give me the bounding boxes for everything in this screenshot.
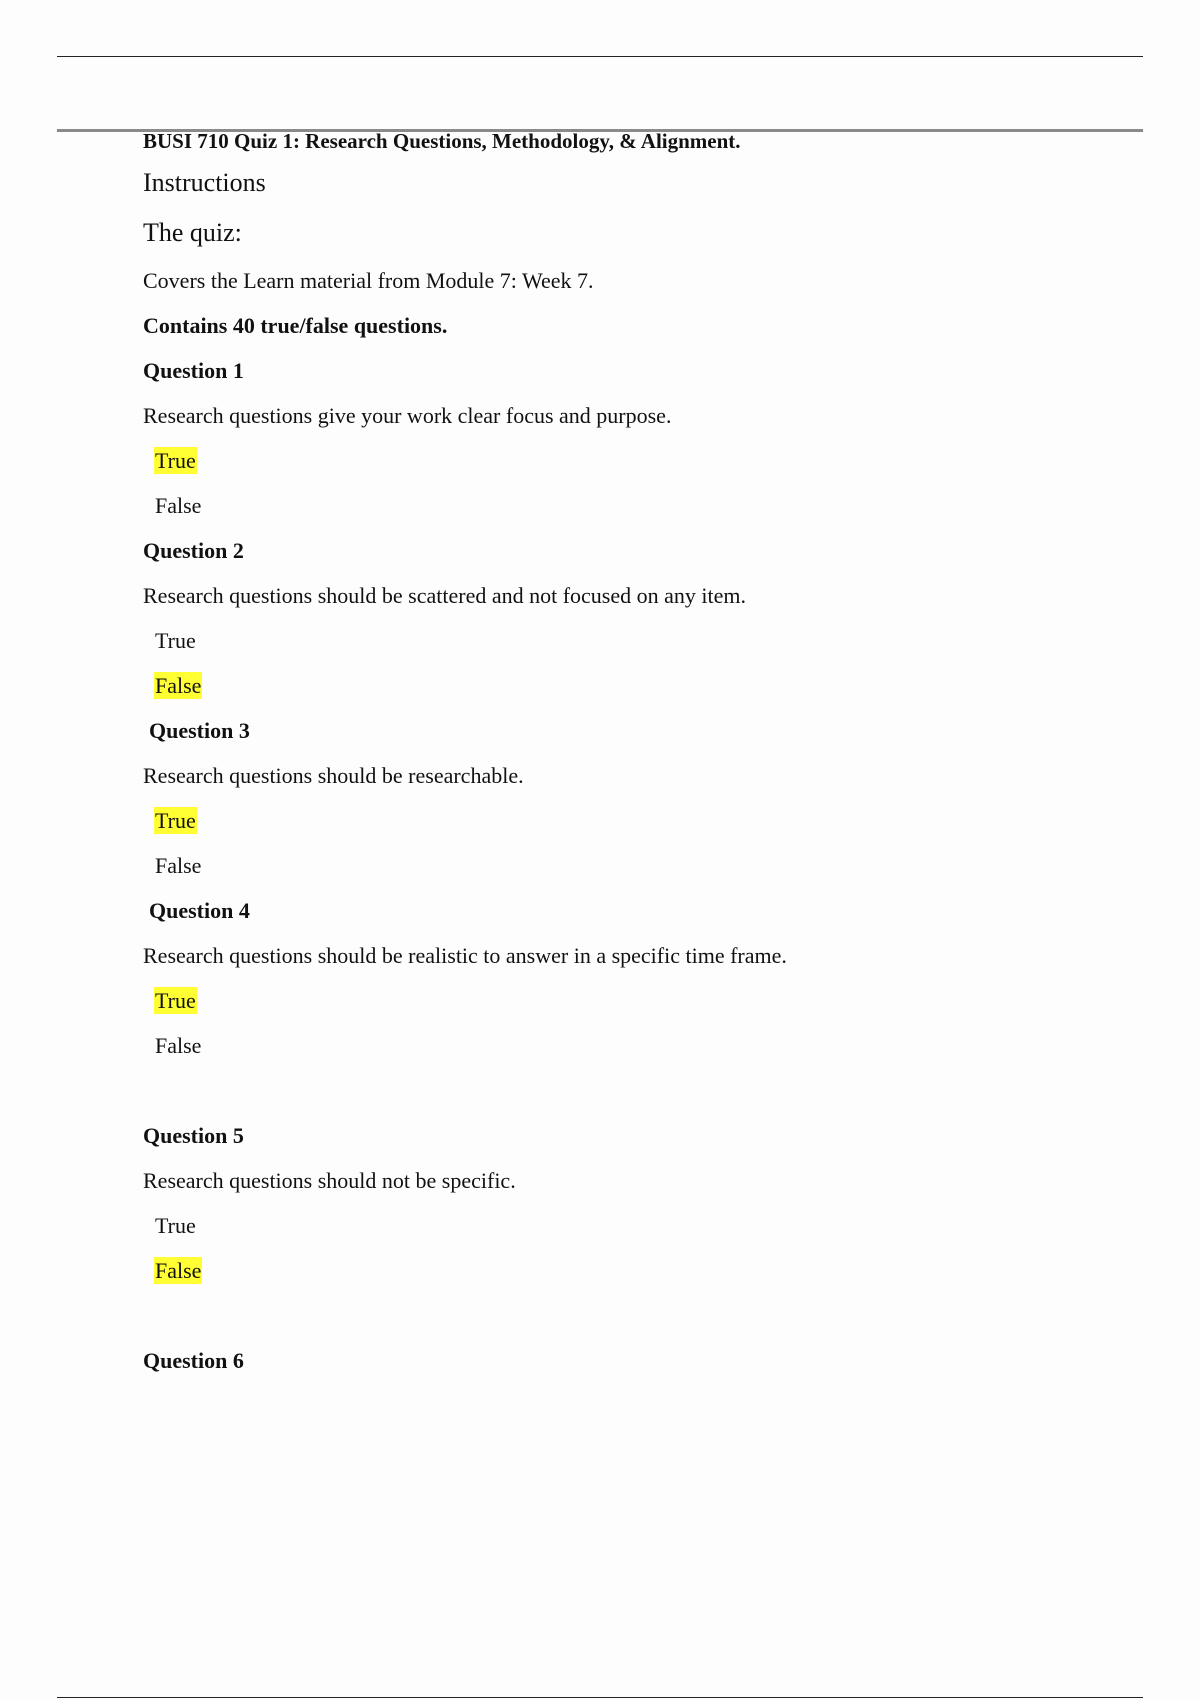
spacer (143, 1293, 1143, 1338)
question-label: Question 5 (143, 1123, 244, 1148)
answer-option-true (143, 798, 1143, 843)
spacer (143, 1068, 1143, 1113)
option-label: True (155, 988, 196, 1013)
question-text: Research questions should be realistic to answer in a specific time frame. (143, 943, 787, 968)
question-label: Question 4 (149, 898, 250, 923)
document-body (143, 124, 1143, 1383)
option-label: False (155, 493, 202, 518)
answer-option-true (143, 618, 1143, 663)
question-label: Question 1 (143, 358, 244, 383)
option-label: False (155, 853, 202, 878)
answer-option-false (143, 1023, 1143, 1068)
answer-option-false (143, 1248, 1143, 1293)
question-label: Question 3 (149, 718, 250, 743)
option-label: False (155, 673, 202, 698)
question-text: Research questions should be researchable. (143, 763, 524, 788)
answer-option-false (143, 483, 1143, 528)
option-label: True (155, 1213, 196, 1238)
contains-text: Contains 40 true/false questions. (143, 313, 448, 338)
question-text: Research questions give your work clear focus and purpose. (143, 403, 672, 428)
quiz-heading: The quiz: (143, 218, 242, 247)
option-label: False (155, 1033, 202, 1058)
option-label: True (155, 628, 196, 653)
covers-text: Covers the Learn material from Module 7: Week 7. (143, 268, 594, 293)
question-label: Question 6 (143, 1348, 244, 1373)
option-label: True (155, 808, 196, 833)
answer-option-true (143, 1203, 1143, 1248)
bottom-rule (57, 1697, 1143, 1698)
answer-option-true (143, 978, 1143, 1023)
option-label: False (155, 1258, 202, 1283)
instructions-heading: Instructions (143, 168, 266, 197)
answer-option-false (143, 663, 1143, 708)
answer-option-true (143, 438, 1143, 483)
answer-option-false (143, 843, 1143, 888)
question-text: Research questions should be scattered and not focused on any item. (143, 583, 747, 608)
question-text: Research questions should not be specific. (143, 1168, 516, 1193)
question-label: Question 2 (143, 538, 244, 563)
option-label: True (155, 448, 196, 473)
document-title: BUSI 710 Quiz 1: Research Questions, Methodology, & Alignment. (143, 129, 741, 153)
top-rule (57, 56, 1143, 57)
